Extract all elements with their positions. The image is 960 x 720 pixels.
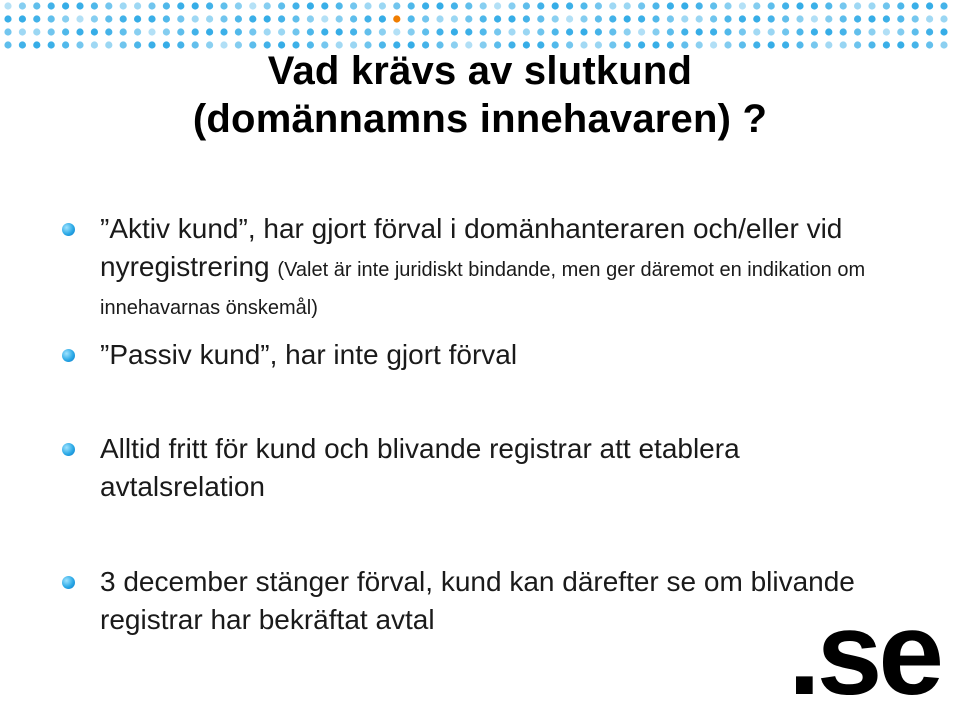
bullet-dot-icon xyxy=(62,223,75,236)
bullet-dot-icon xyxy=(62,349,75,362)
slide-title-line-1: Vad krävs av slutkund xyxy=(267,49,693,93)
bullet-item-active-customer xyxy=(100,210,880,324)
bullet-item-december-deadline xyxy=(100,563,880,639)
se-logo: .se xyxy=(787,588,940,720)
slide-title-line-2: (domännamns innehavaren) ? xyxy=(192,97,768,141)
bullet-dot-icon xyxy=(62,576,75,589)
bullet-text: 3 december stänger förval, kund kan därefter se om blivande registrar har bekräftat avtal xyxy=(100,566,855,635)
bullet-item-always-free xyxy=(100,430,880,506)
bullet-item-passive-customer xyxy=(100,336,880,374)
bullet-note: (Valet är inte juridiskt bindande, men ger däremot en indikation om innehavarnas önskemål) xyxy=(100,259,866,319)
bullet-dot-icon xyxy=(62,443,75,456)
bullet-text: ”Aktiv kund”, har gjort förval i domänhanteraren och/eller vid nyregistrering xyxy=(100,213,843,282)
bullet-text: ”Passiv kund”, har inte gjort förval xyxy=(100,339,518,370)
bullet-text: Alltid fritt för kund och blivande registrar att etablera avtalsrelation xyxy=(100,433,740,502)
